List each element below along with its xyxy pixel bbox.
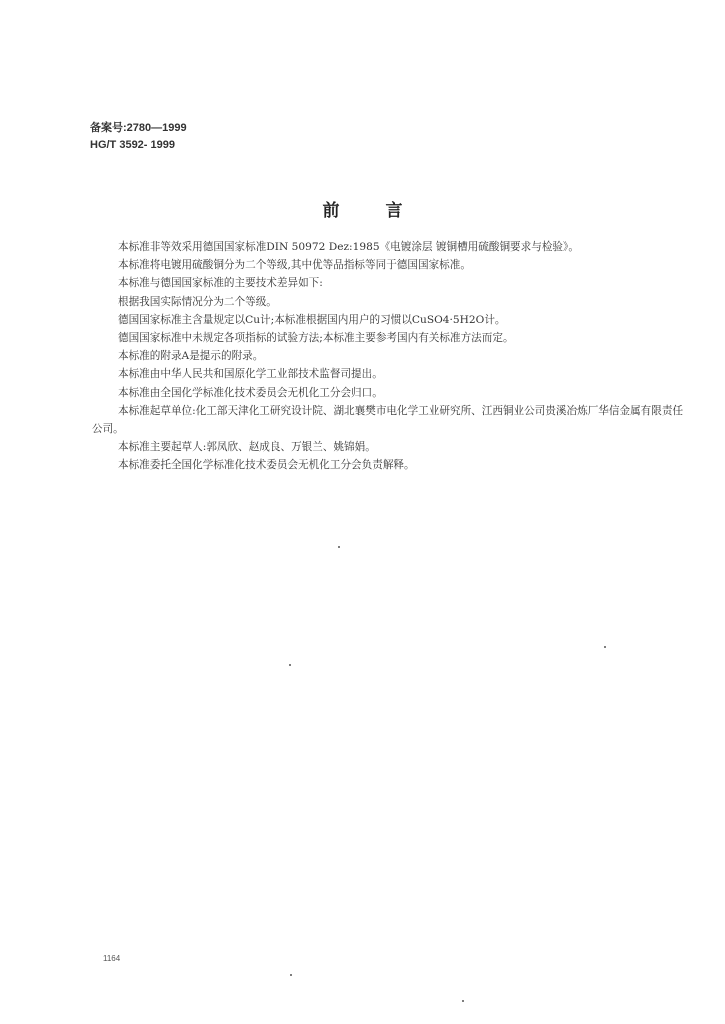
title-char-1: 前 xyxy=(322,201,340,221)
paragraph-differences: 本标准与德国国家标准的主要技术差异如下: xyxy=(118,277,323,290)
paragraph-drafters: 本标准主要起草人:郭凤欣、赵成良、万银兰、姚锦娟。 xyxy=(118,441,376,454)
scan-speck xyxy=(462,1000,464,1002)
paragraph-difference-1: 根据我国实际情况分为二个等级。 xyxy=(118,295,277,308)
paragraph-adoption: 本标准非等效采用德国国家标准DIN 50972 Dez:1985《电镀涂层 镀铜槽用硫酸铜要求与检验》。 xyxy=(118,241,579,253)
paragraph-difference-3: 德国国家标准中未规定各项指标的试验方法;本标准主要参考国内有关标准方法而定。 xyxy=(118,332,514,345)
scan-speck xyxy=(338,546,340,548)
scan-speck xyxy=(289,664,291,666)
paragraph-appendix: 本标准的附录A是提示的附录。 xyxy=(118,350,264,363)
title-char-2: 言 xyxy=(385,201,403,221)
paragraph-difference-2: 德国国家标准主含量规定以Cu计;本标准根据国内用户的习惯以CuSO4·5H2O计。 xyxy=(118,313,506,326)
paragraph-interpretation: 本标准委托全国化学标准化技术委员会无机化工分会负责解释。 xyxy=(118,459,415,472)
scan-speck xyxy=(290,974,292,976)
page-title xyxy=(0,196,725,221)
paragraph-proposer: 本标准由中华人民共和国原化学工业部技术监督司提出。 xyxy=(118,368,383,381)
page-number: 1164 xyxy=(103,954,121,963)
document-header xyxy=(90,120,187,154)
standard-number: HG/T 3592- 1999 xyxy=(90,139,175,151)
scan-speck xyxy=(604,646,606,648)
paragraph-drafting-units: 本标准起草单位:化工部天津化工研究设计院、湖北襄樊市电化学工业研究所、江西铜业公司贵溪冶炼厂华信金属有限责任公司。 xyxy=(92,404,684,436)
paragraph-grades: 本标准将电镀用硫酸铜分为二个等级,其中优等品指标等同于德国国家标准。 xyxy=(118,259,471,272)
foreword-body xyxy=(92,238,692,475)
paragraph-centralized: 本标准由全国化学标准化技术委员会无机化工分会归口。 xyxy=(118,386,383,399)
record-number: 备案号:2780—1999 xyxy=(90,122,187,134)
